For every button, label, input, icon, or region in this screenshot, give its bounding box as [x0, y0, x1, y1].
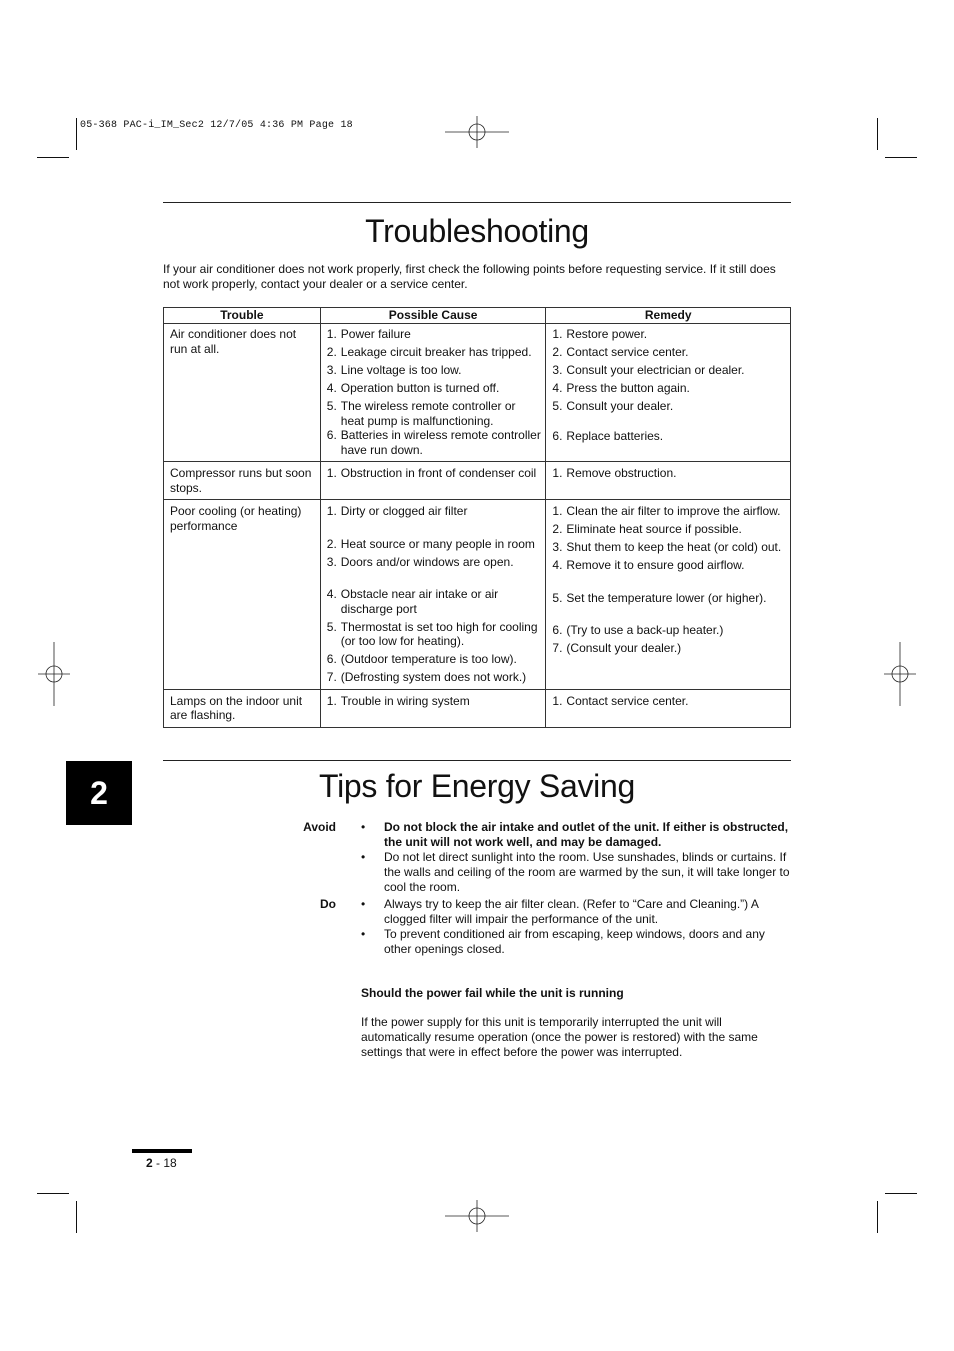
trouble-cell: Air conditioner does not run at all.	[164, 324, 321, 462]
trouble-cell: Compressor runs but soon stops.	[164, 462, 321, 500]
cause-cell	[320, 462, 546, 500]
crop-mark	[877, 1201, 878, 1233]
header-remedy: Remedy	[546, 308, 791, 324]
list-item: 4. Press the button again.	[552, 381, 690, 395]
list-item: 4. Obstacle near air intake or air discharge port	[326, 587, 499, 616]
crop-mark	[885, 1193, 917, 1194]
remedy-cell	[546, 689, 791, 727]
avoid-label: Avoid	[303, 820, 336, 834]
list-item: 1. Restore power.	[552, 327, 648, 341]
list-item: 5. The wireless remote controller or heat pump is malfunctioning.	[326, 399, 516, 428]
list-item: 2. Eliminate heat source if possible.	[552, 522, 742, 536]
crop-mark	[76, 118, 77, 150]
list-item: 7. (Defrosting system does not work.)	[326, 670, 527, 684]
list-item: 1. Dirty or clogged air filter	[326, 504, 468, 518]
registration-mark-icon	[445, 116, 509, 148]
list-item: 1. Contact service center.	[552, 693, 689, 708]
list-item: 3. Shut them to keep the heat (or cold) out.	[552, 540, 782, 554]
registration-mark-icon	[445, 1200, 509, 1232]
section-tab: 2	[66, 761, 132, 825]
list-item: 1. Remove obstruction.	[552, 466, 677, 480]
list-item: 1. Trouble in wiring system	[326, 693, 470, 708]
list-item: • Do not let direct sunlight into the room. Use sunshades, blinds or curtains. If the walls and ceiling of the room are warmed by the sun, it will take longer to cool the room.	[361, 850, 790, 894]
header-trouble: Trouble	[164, 308, 321, 324]
list-item: • To prevent conditioned air from escaping, keep windows, doors and any other openings closed.	[361, 927, 765, 956]
list-item: 2. Leakage circuit breaker has tripped.	[326, 345, 532, 359]
table-header-row	[164, 308, 791, 324]
list-item: 5. Consult your dealer.	[552, 399, 674, 413]
page-number: 2 - 18	[146, 1156, 177, 1170]
power-fail-heading: Should the power fail while the unit is running	[361, 986, 624, 1000]
power-fail-text: If the power supply for this unit is temporarily interrupted the unit will automatically resume operation (once the power is restored) with the same settings that were in effect before the power was interrupted.	[361, 1015, 758, 1059]
cause-cell	[320, 324, 546, 462]
list-item: 5. Set the temperature lower (or higher).	[552, 590, 767, 605]
table-row	[164, 500, 791, 690]
section-rule	[163, 202, 791, 203]
troubleshooting-table	[163, 307, 791, 728]
table-row	[164, 324, 791, 462]
list-item: 3. Consult your electrician or dealer.	[552, 363, 745, 377]
table-row	[164, 689, 791, 727]
list-item: • Do not block the air intake and outlet of the unit. If either is obstructed, the unit will not work well, and may be damaged.	[361, 820, 789, 849]
list-item: 2. Contact service center.	[552, 345, 689, 359]
print-slug: 05-368 PAC-i_IM_Sec2 12/7/05 4:36 PM Page 18	[80, 120, 353, 131]
remedy-cell	[546, 500, 791, 690]
remedy-cell	[546, 462, 791, 500]
list-item: 1. Clean the air filter to improve the airflow.	[552, 504, 781, 518]
do-list	[361, 897, 793, 957]
list-item: 4. Operation button is turned off.	[326, 381, 500, 395]
crop-mark	[885, 157, 917, 158]
list-item: 6. (Outdoor temperature is too low).	[326, 652, 517, 666]
list-item: 5. Thermostat is set too high for cooling (or too low for heating).	[326, 619, 538, 648]
list-item: 2. Heat source or many people in room	[326, 536, 535, 551]
crop-mark	[37, 157, 69, 158]
avoid-list	[361, 820, 793, 895]
cause-cell	[320, 689, 546, 727]
remedy-cell	[546, 324, 791, 462]
list-item: 3. Line voltage is too low.	[326, 363, 462, 377]
list-item: 6. Replace batteries.	[552, 428, 664, 443]
registration-mark-icon	[884, 642, 916, 706]
energy-saving-title: Tips for Energy Saving	[319, 768, 635, 804]
header-possible-cause: Possible Cause	[320, 308, 546, 324]
do-label: Do	[320, 897, 336, 911]
list-item: 3. Doors and/or windows are open.	[326, 554, 514, 569]
section-rule	[163, 760, 791, 761]
trouble-cell: Lamps on the indoor unit are flashing.	[164, 689, 321, 727]
list-item: 6. Batteries in wireless remote controller have run down.	[326, 428, 541, 457]
registration-mark-icon	[38, 642, 70, 706]
cause-cell	[320, 500, 546, 690]
crop-mark	[877, 118, 878, 150]
crop-mark	[76, 1201, 77, 1233]
table-row	[164, 462, 791, 500]
troubleshooting-title: Troubleshooting	[365, 213, 589, 249]
list-item: 4. Remove it to ensure good airflow.	[552, 558, 745, 572]
page-number-bar	[132, 1149, 192, 1153]
list-item: 1. Obstruction in front of condenser coil	[326, 466, 537, 480]
list-item: • Always try to keep the air filter clean. (Refer to “Care and Cleaning.”) A clogged filter will impair the performance of the unit.	[361, 897, 759, 926]
troubleshooting-intro: If your air conditioner does not work properly, first check the following points before requesting service. If it still does not work properly, contact your dealer or a service center.	[163, 262, 776, 291]
trouble-cell: Poor cooling (or heating) performance	[164, 500, 321, 690]
list-item: 7. (Consult your dealer.)	[552, 641, 682, 655]
list-item: 6. (Try to use a back-up heater.)	[552, 623, 724, 637]
crop-mark	[37, 1193, 69, 1194]
list-item: 1. Power failure	[326, 327, 411, 341]
